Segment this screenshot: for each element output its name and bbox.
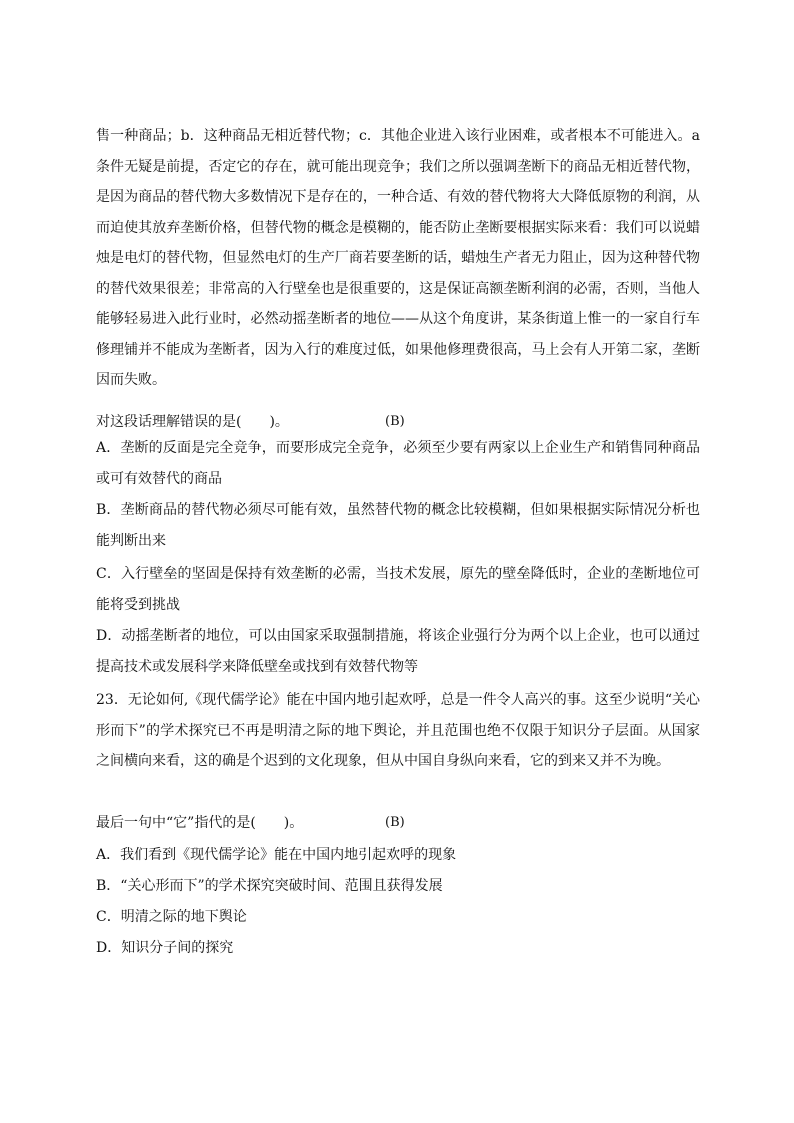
question-23-option-b: B．“关心形而下”的学术探究突破时间、范围且获得发展 bbox=[96, 878, 443, 894]
question-23-option-c: C．明清之际的地下舆论 bbox=[96, 909, 247, 925]
question-23-option-a: A．我们看到《现代儒学论》能在中国内地引起欢呼的现象 bbox=[96, 847, 457, 863]
question-23-answer: (B) bbox=[385, 815, 405, 830]
passage-22-continuation: 售一种商品；b．这种商品无相近替代物；c．其他企业进入该行业困难，或者根本不可能进入。a条件无疑是前提，否定它的存在，就可能出现竞争；我们之所以强调垄断下的商品无相近替代物，是因为商品的替代物大多数情况下是存在的，一种合适、有效的替代物将大大降低原物的利润，从而迫使其放弃垄断价格，但替代物的概念是模糊的，能否防止垄断要根据实际来看：我们可以说蜡烛是电灯的替代物，但显然电灯的生产厂商若要垄断的话，蜡烛生产者无力阻止，因为这种替代物的替代效果很差；非常高的入行壁垒也是很重要的，这是保证高额垄断利润的必需，否则，当他人能够轻易进入此行业时，必然动摇垄断者的地位——从这个角度讲，某条街道上惟一的一家自行车修理铺并不能成为垄断者，因为入行的难度过低，如果他修理费很高，马上会有人开第二家，垄断因而失败。 bbox=[96, 128, 700, 388]
question-22-stem: 对这段话理解错误的是( )。 bbox=[96, 414, 289, 430]
question-22-option-a: A．垄断的反面是完全竞争，而要形成完全竞争，必须至少要有两家以上企业生产和销售同种商品或可有效替代的商品 bbox=[96, 440, 700, 487]
question-22-option-c: C．入行壁垒的坚固是保持有效垄断的必需，当技术发展，原先的壁垒降低时，企业的垄断地位可能将受到挑战 bbox=[96, 566, 700, 613]
question-23-stem: 最后一句中“它”指代的是( )。 bbox=[96, 815, 304, 831]
question-22-answer: (B) bbox=[385, 414, 405, 429]
question-23-passage: 23．无论如何,《现代儒学论》能在中国内地引起欢呼，总是一件令人高兴的事。这至少说明“关心形而下”的学术探究已不再是明清之际的地下舆论，并且范围也绝不仅限于知识分子层面。从国家之间横向来看，这的确是个迟到的文化现象，但从中国自身纵向来看，它的到来又并不为晚。 bbox=[96, 692, 700, 769]
question-22-option-d: D．动摇垄断者的地位，可以由国家采取强制措施，将该企业强行分为两个以上企业，也可以通过提高技术或发展科学来降低壁垒或找到有效替代物等 bbox=[96, 628, 700, 675]
question-23-option-d: D．知识分子间的探究 bbox=[96, 940, 234, 956]
question-22-option-b: B．垄断商品的替代物必须尽可能有效，虽然替代物的概念比较模糊，但如果根据实际情况分析也能判断出来 bbox=[96, 502, 700, 549]
